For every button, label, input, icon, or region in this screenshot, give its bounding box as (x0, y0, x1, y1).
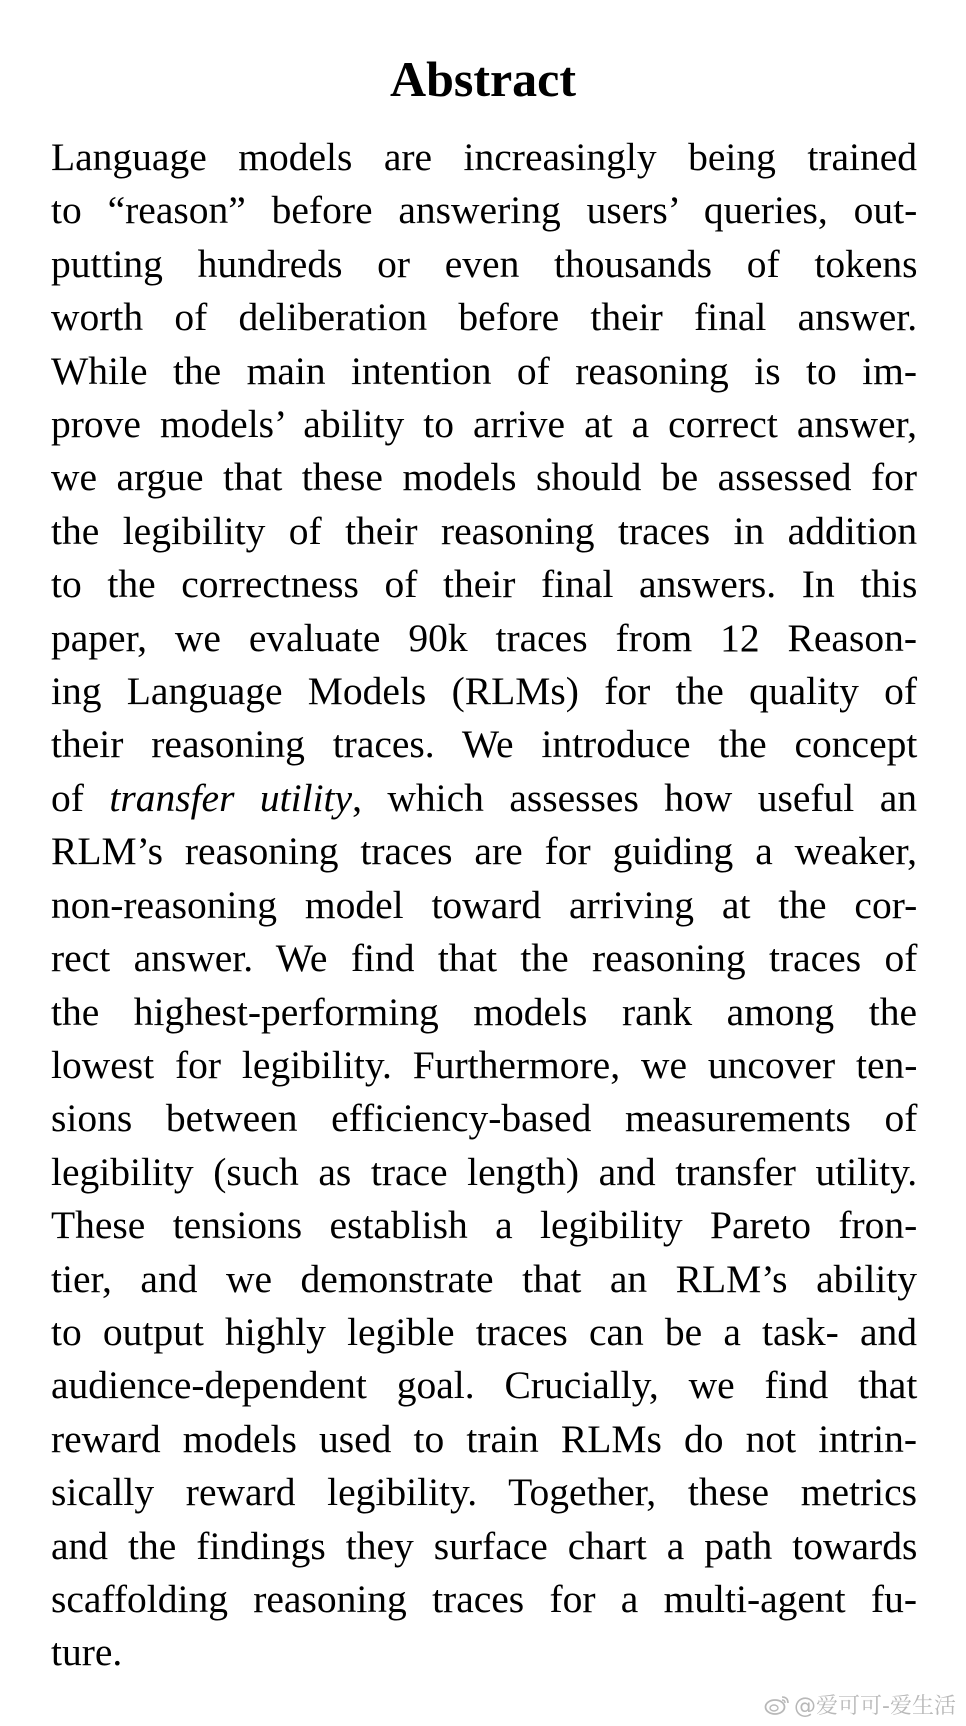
abstract-line: ing Language Models (RLMs) for the quality of (51, 669, 918, 714)
watermark-text: @爱可可-爱生活 (794, 1694, 956, 1719)
abstract-line: While the main intention of reasoning is to im- (51, 348, 917, 393)
abstract-line: and the findings they surface chart a path towards (51, 1523, 918, 1568)
abstract-line: paper, we evaluate 90k traces from 12 Reason- (51, 615, 917, 660)
abstract-body (51, 131, 917, 1680)
watermark (764, 1689, 956, 1720)
line-text: of (51, 775, 110, 820)
abstract-line: legibility (such as trace length) and transfer utility. (51, 1149, 918, 1194)
abstract-line: tier, and we demonstrate that an RLM’s ability (51, 1256, 917, 1301)
abstract-line: prove models’ ability to arrive at a correct answer, (51, 402, 917, 447)
abstract-line: non-reasoning model toward arriving at the cor- (51, 882, 918, 927)
abstract-line: scaffolding reasoning traces for a multi-agent fu- (51, 1576, 917, 1621)
abstract-line: worth of deliberation before their final answer. (51, 295, 918, 340)
abstract-line: audience-dependent goal. Crucially, we find that (51, 1363, 918, 1408)
abstract-line: Language models are increasingly being trained (51, 135, 917, 179)
abstract-line (51, 772, 917, 825)
abstract-line: These tensions establish a legibility Pareto fron- (51, 1203, 918, 1248)
abstract-line: reward models used to train RLMs do not intrin- (51, 1416, 917, 1461)
emphasized-term: transfer utility (109, 775, 353, 820)
weibo-icon (764, 1694, 790, 1716)
abstract-line: the legibility of their reasoning traces in addition (51, 508, 918, 553)
abstract-line: putting hundreds or even thousands of tokens (51, 241, 918, 286)
abstract-line: the highest-performing models rank among the (51, 989, 917, 1034)
abstract-line: to “reason” before answering users’ queries, out- (51, 188, 918, 233)
abstract-line: RLM’s reasoning traces are for guiding a weaker, (51, 829, 917, 874)
abstract-line: rect answer. We find that the reasoning traces of (51, 936, 918, 981)
abstract-heading: Abstract (389, 51, 577, 107)
abstract-line: ture. (51, 1630, 123, 1675)
abstract-line: to the correctness of their final answers. In this (51, 562, 918, 607)
abstract-line: lowest for legibility. Furthermore, we uncover ten- (51, 1042, 918, 1087)
line-text: , which assesses how useful an (352, 775, 917, 820)
abstract-line: sions between efficiency-based measurements of (51, 1096, 918, 1141)
abstract-line: their reasoning traces. We introduce the concept (51, 722, 918, 767)
abstract-line: to output highly legible traces can be a task- and (51, 1309, 917, 1354)
abstract-line: we argue that these models should be assessed for (51, 455, 918, 500)
abstract-line: sically reward legibility. Together, these metrics (51, 1470, 917, 1515)
